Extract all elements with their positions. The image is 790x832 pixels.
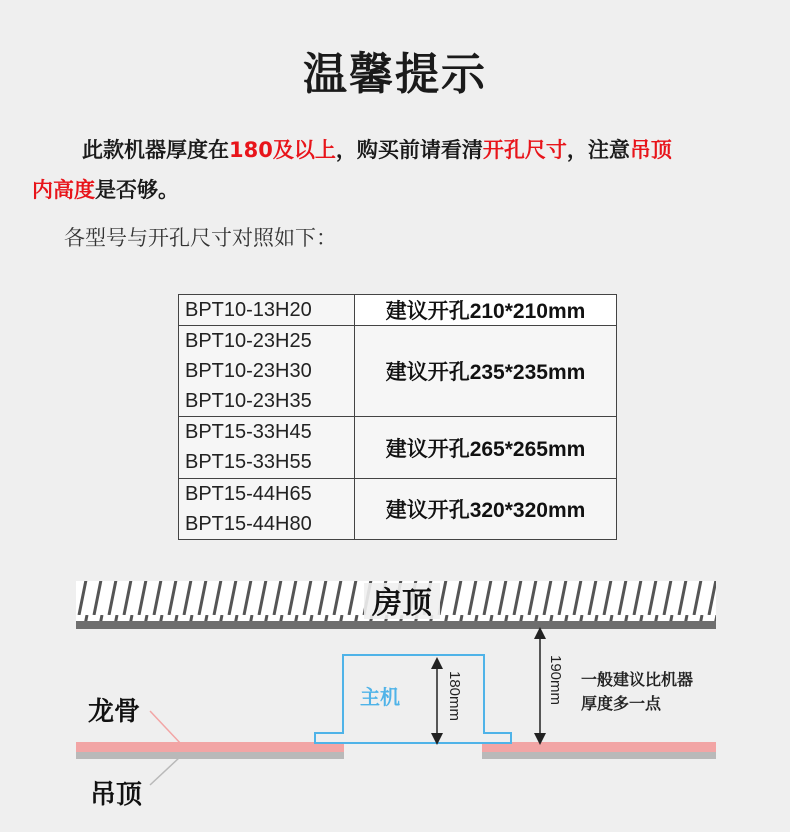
notice-text-4: 是否够。 [95,178,179,202]
roof-band [76,621,716,629]
table-row [179,326,617,417]
advice-line-2: 厚度多一点 [581,694,662,713]
table-intro: 各型号与开孔尺寸对照如下： [64,226,337,250]
model-name: BPT15-33H55 [185,451,312,473]
joist-label: 龙骨 [88,697,141,727]
hole-size-cell: 建议开孔210*210mm [355,295,617,326]
models-cell [179,326,355,417]
ceiling-label: 吊顶 [90,780,143,810]
models-cell [179,295,355,326]
roof-label: 房顶 [372,586,432,621]
ceiling-leader [150,757,180,785]
notice-highlight-inner-height: 内高度 [32,178,95,202]
notice-text-1: 此款机器厚度在 [82,138,229,162]
hole-size-cell: 建议开孔320*320mm [355,479,617,540]
model-size-table [178,294,617,540]
space-height-label: 190mm [547,655,564,706]
advice-line-1: 一般建议比机器 [581,670,694,689]
notice-highlight-hole-size: 开孔尺寸 [482,138,567,162]
model-name: BPT15-44H65 [185,483,312,505]
model-name: BPT15-44H80 [185,513,312,535]
table-row [179,295,617,326]
model-name: BPT10-23H35 [185,390,312,412]
notice-highlight-ceiling: 吊顶 [629,138,672,162]
model-name: BPT15-33H45 [185,421,312,443]
hole-size-cell: 建议开孔265*265mm [355,417,617,479]
unit-height-label: 180mm [446,671,463,722]
unit-outline [315,655,511,743]
model-name: BPT10-13H20 [185,299,312,321]
notice-text-3: ，注意 [566,138,630,162]
notice-text-2: ，购买前请看清 [335,138,483,162]
page-title: 温馨提示 [303,49,487,100]
ceiling-opening [344,742,482,759]
hole-size-cell: 建议开孔235*235mm [355,326,617,417]
models-cell [179,417,355,479]
notice-highlight-thickness: 180及以上 [229,138,336,162]
notice-paragraph [32,130,760,210]
table-row [179,479,617,540]
joist-leader [150,711,182,745]
table-row [179,417,617,479]
installation-diagram [0,575,790,832]
model-name: BPT10-23H30 [185,360,312,382]
model-name: BPT10-23H25 [185,330,312,352]
unit-label: 主机 [360,685,400,709]
models-cell [179,479,355,540]
